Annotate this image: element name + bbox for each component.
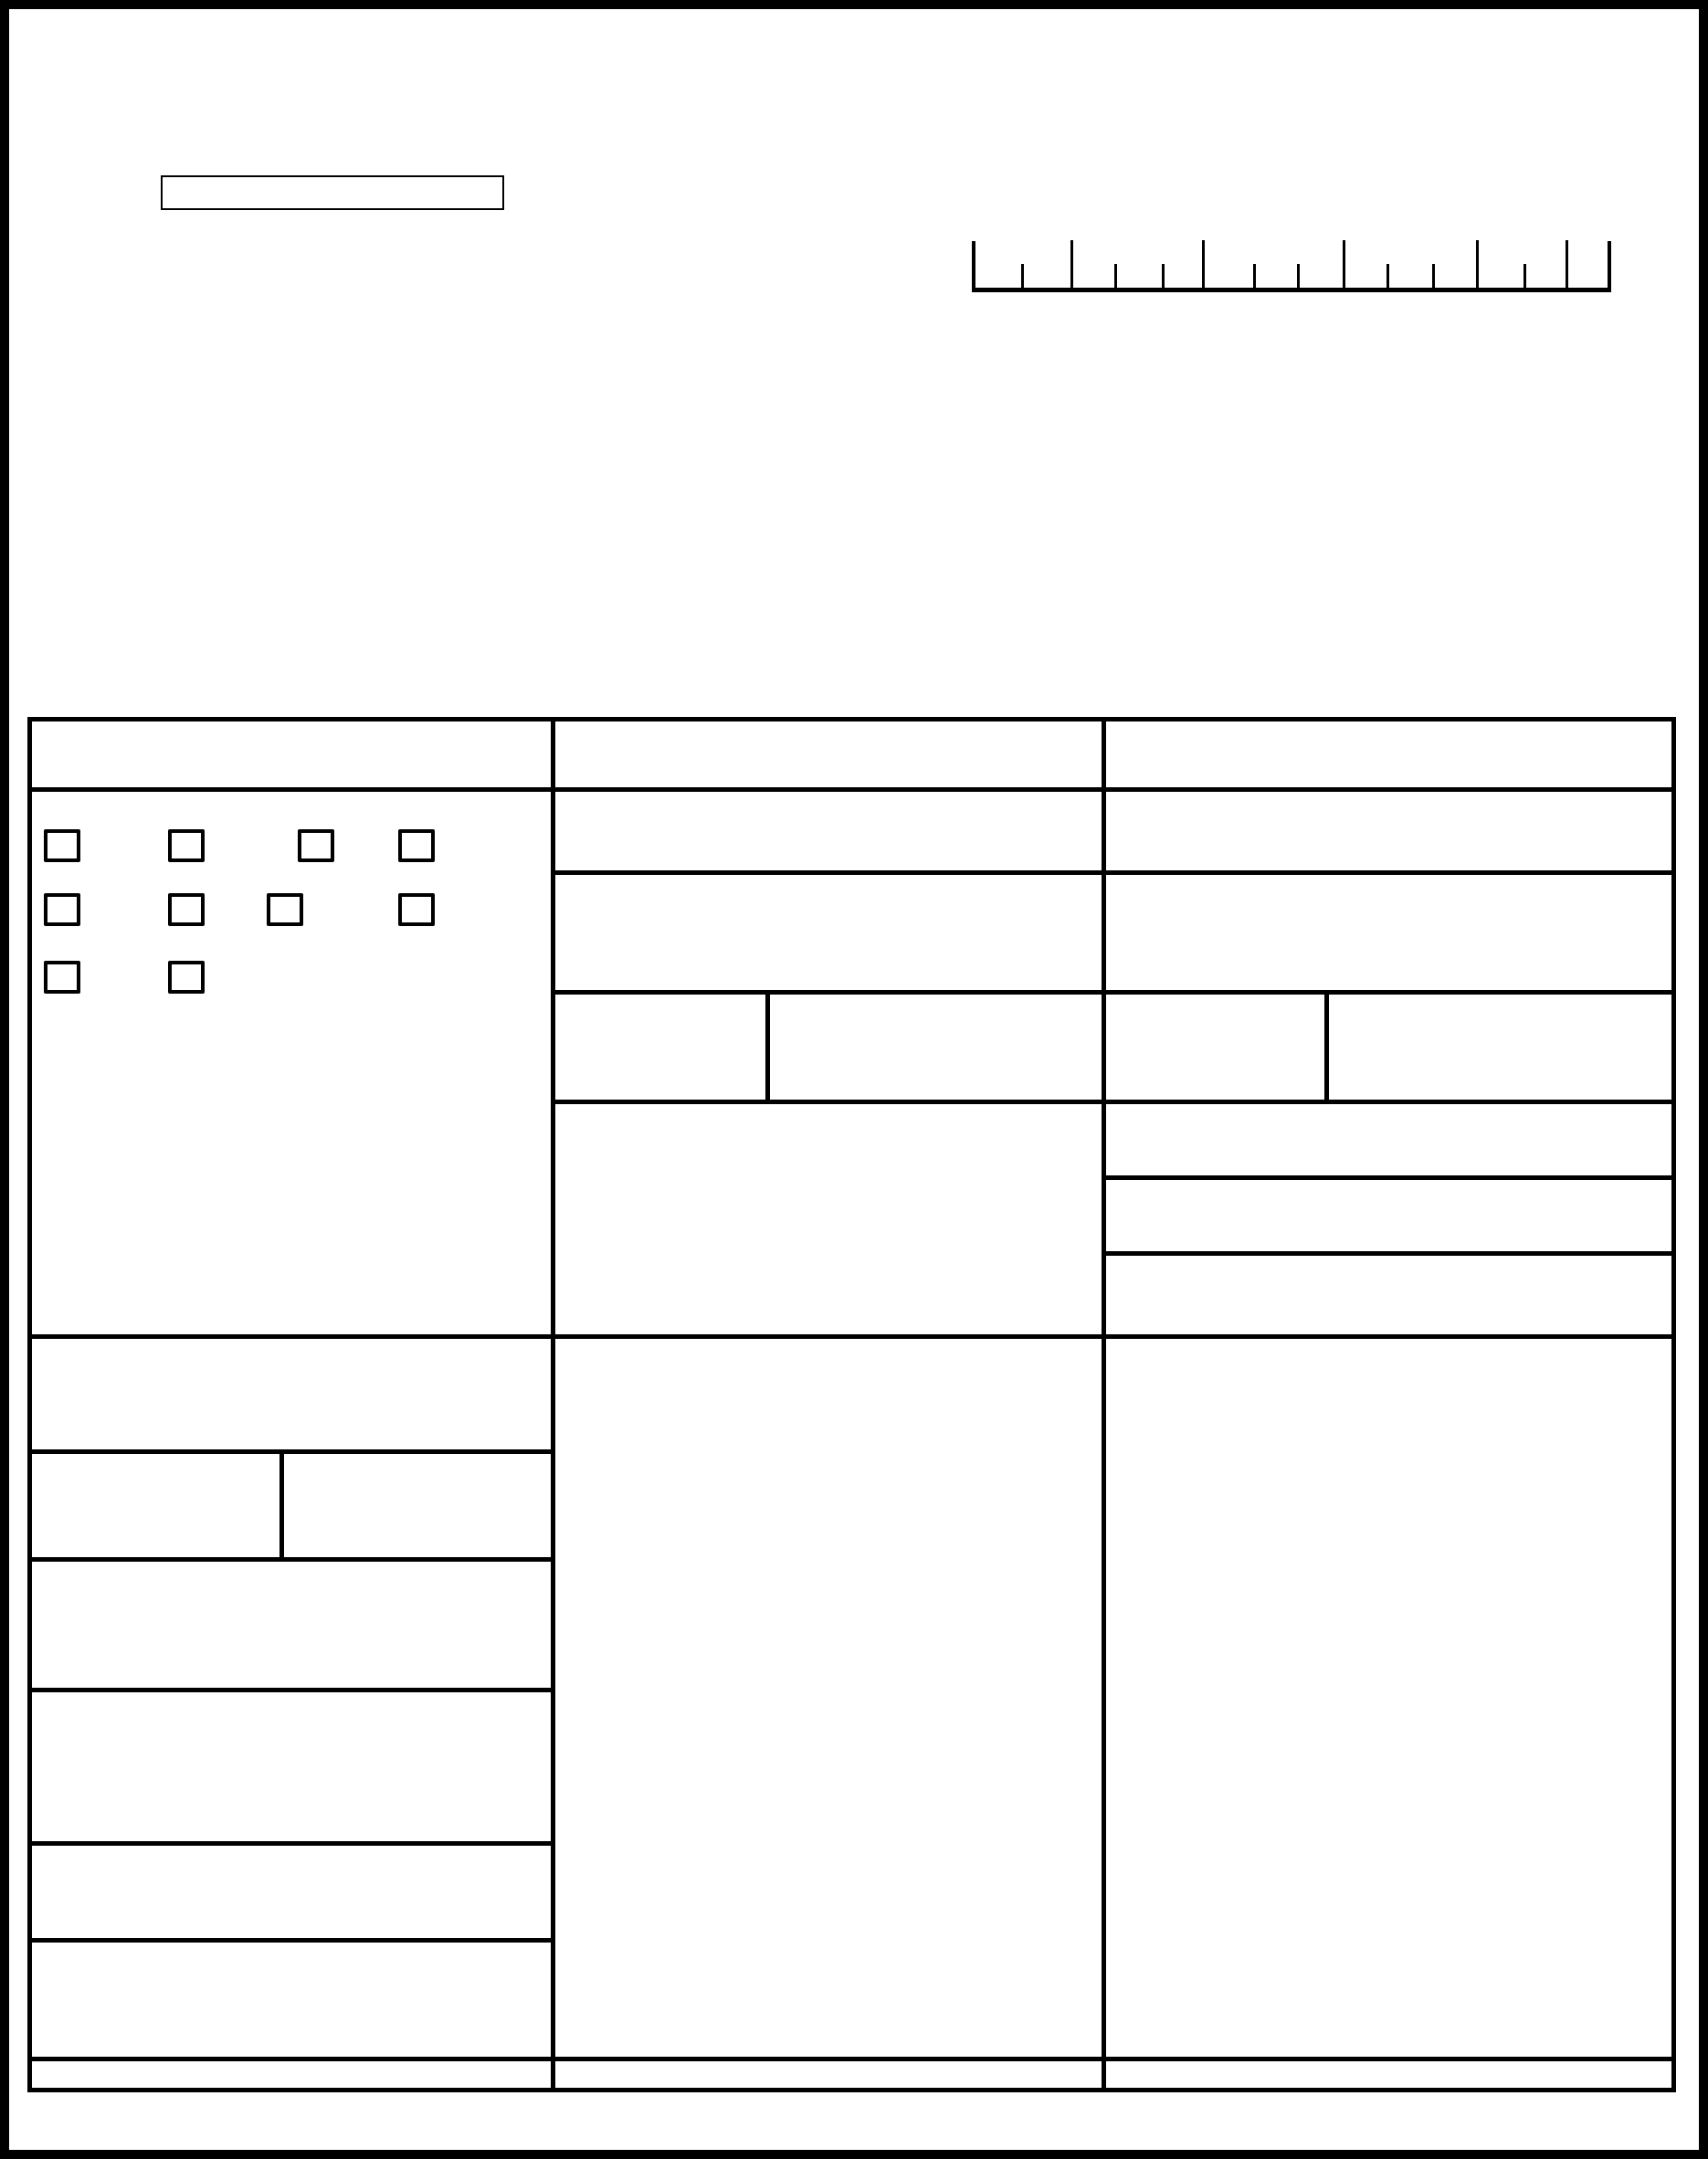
records-date-phone-divider: [1324, 990, 1329, 1101]
column-divider-2: [1102, 717, 1106, 2092]
files-row-line: [27, 1938, 555, 1943]
records-row-line: [1102, 870, 1676, 875]
checkbox-ec[interactable]: [298, 829, 334, 862]
ruler-tick: [1297, 264, 1300, 288]
records-row-line: [1102, 1251, 1671, 1256]
ruler-tick: [1162, 264, 1165, 288]
checkbox-aims[interactable]: [44, 829, 80, 862]
ruler-tick: [1070, 240, 1073, 288]
checkbox-cp[interactable]: [168, 961, 205, 994]
requesters-row-line: [551, 1100, 1106, 1104]
records-row-line: [1102, 990, 1676, 995]
records-row-line: [1102, 1175, 1671, 1180]
records-row-line: [1102, 1334, 1676, 1339]
requesters-row-line: [551, 870, 1106, 875]
column-divider-1: [551, 717, 555, 2092]
ruler-tick: [1202, 240, 1205, 288]
files-row-line: [27, 1688, 555, 1692]
ruler-tick: [1523, 264, 1526, 288]
ruler-tick: [1343, 240, 1345, 288]
files-row-line: [27, 1449, 555, 1454]
ruler-tick: [1432, 264, 1435, 288]
bottom-strip-divider: [27, 2057, 1676, 2061]
table-border-left: [27, 717, 32, 2092]
records-row-line: [1102, 1100, 1676, 1104]
files-row-line: [27, 1334, 555, 1339]
checkbox-irp[interactable]: [44, 893, 80, 926]
ruler-tick: [1566, 240, 1568, 288]
table-border-bottom: [27, 2088, 1676, 2092]
requesters-row-line: [551, 990, 1106, 995]
checkbox-ers[interactable]: [398, 829, 435, 862]
header-row-divider: [27, 787, 1676, 792]
ruler-tick: [1114, 264, 1117, 288]
ruler-tick: [1386, 264, 1389, 288]
table-border-right: [1671, 717, 1676, 2092]
files-row-line: [27, 1557, 555, 1562]
checkbox-or[interactable]: [168, 893, 205, 926]
e11-input-box[interactable]: [161, 175, 504, 210]
requesters-row-line: [551, 1334, 1106, 1339]
table-border-top: [27, 717, 1676, 721]
checkbox-care[interactable]: [168, 829, 205, 862]
checkbox-qrdt[interactable]: [267, 893, 303, 926]
checkbox-up[interactable]: [44, 961, 80, 994]
ruler-tick: [1253, 264, 1256, 288]
renumbered-dln-ruler[interactable]: [972, 241, 1611, 292]
requesters-date-phone-divider: [765, 990, 770, 1101]
checkbox-rej[interactable]: [398, 893, 435, 926]
ruler-tick: [1476, 240, 1479, 288]
ruler-tick: [1021, 264, 1024, 288]
files-row-line: [27, 1841, 555, 1846]
files-date-phone-divider: [279, 1449, 284, 1561]
